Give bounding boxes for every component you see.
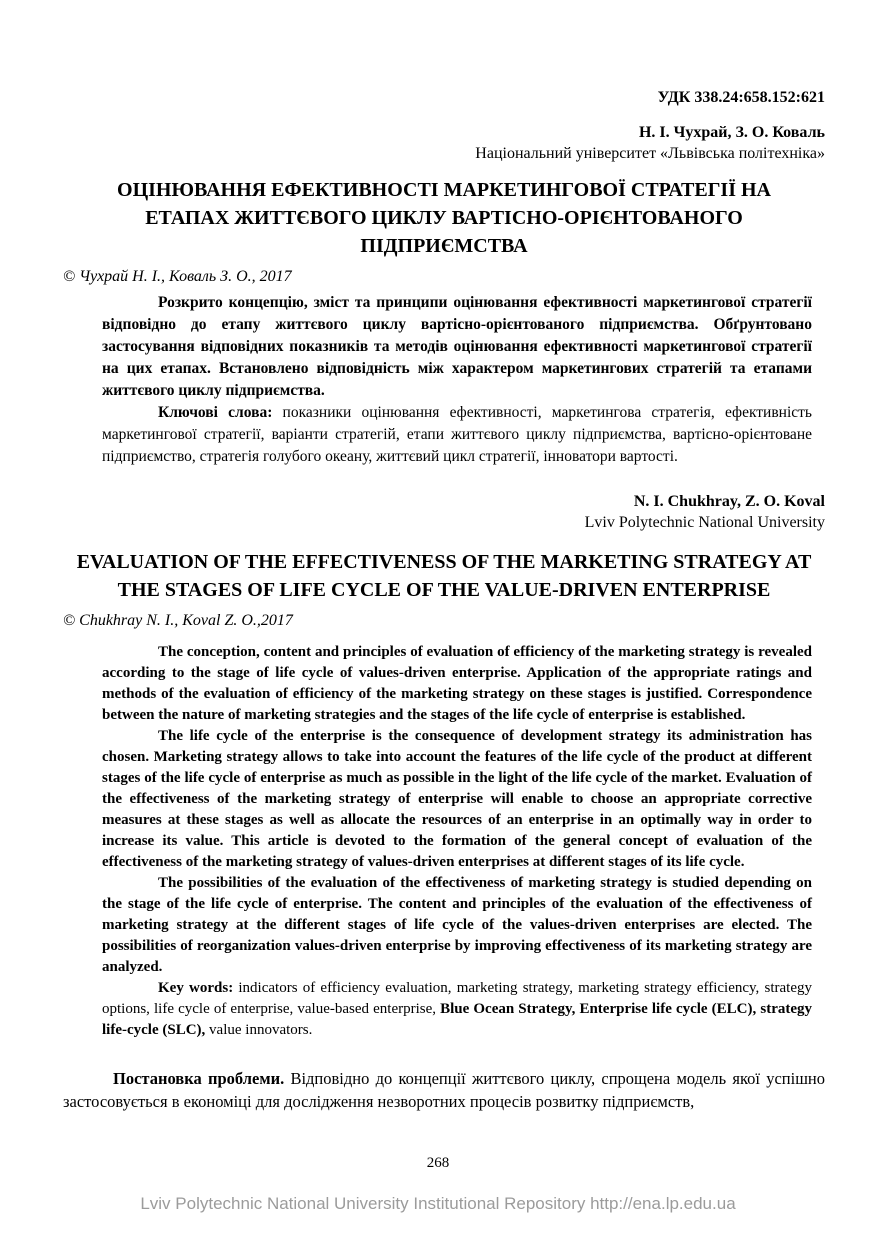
title-en: EVALUATION OF THE EFFECTIVENESS OF THE MARKETING STRATEGY AT THE STAGES OF LIFE CYCLE OF THE VALUE-DRIVEN ENTERPRISE: [76, 551, 812, 601]
repository-note: Lviv Polytechnic National University Institutional Repository http://ena.lp.edu.ua: [140, 1194, 736, 1213]
keywords-en-text-2: value innovators.: [205, 1022, 313, 1038]
udc-code: УДК 338.24:658.152:621: [657, 89, 825, 106]
keywords-uk-text: показники оцінювання ефективності, маркетингова стратегія, ефективність маркетингової стратегії, варіанти стратегій, етапи життєвого циклу підприємства, вартісно-орієнтоване підприємство, стратегія голубого океану, життєвий цикл стратегії, інноватори вартості.: [102, 404, 812, 465]
problem-statement-label: Постановка проблеми.: [113, 1069, 285, 1088]
title-uk: ОЦІНЮВАННЯ ЕФЕКТИВНОСТІ МАРКЕТИНГОВОЇ СТРАТЕГІЇ НА ЕТАПАХ ЖИТТЄВОГО ЦИКЛУ ВАРТІСНО-ОРІЄНТОВАНОГО ПІДПРИЄМСТВА: [117, 179, 771, 257]
abstract-block-uk: [102, 292, 812, 468]
authors-en: N. I. Chukhray, Z. O. Koval: [633, 493, 825, 510]
abstract-en-paragraph-1: The conception, content and principles of evaluation of efficiency of the marketing strategy is revealed according to the stage of life cycle of values-driven enterprise. Application of the appropriate ratings and methods of the evaluation of efficiency of the marketing strategy on these stages is justified. Correspondence between the nature of marketing strategies and the stages of the life cycle of enterprise is established.: [102, 644, 812, 723]
abstract-uk: Розкрито концепцію, зміст та принципи оцінювання ефективності маркетингової стратегії відповідно до етапу життєвого циклу вартісно-орієнтованого підприємства. Обґрунтовано застосування відповідних показників та методів оцінювання ефективності маркетингової стратегії на цих етапах. Встановлено відповідність між характером маркетингових стратегій та етапами життєвого циклу підприємства.: [102, 294, 812, 399]
keywords-en-bold-terms: Blue Ocean Strategy, Enterprise life cycle (ELC), strategy life-cycle (SLC),: [102, 1001, 813, 1038]
affiliation-en: Lviv Polytechnic National University: [584, 514, 825, 531]
keywords-uk: [102, 402, 812, 468]
abstract-en-paragraph-2: The life cycle of the enterprise is the consequence of development strategy its administration has chosen. Marketing strategy allows to take into account the features of the life cycle of the product at different stages of the life cycle of enterprise as much as possible in the light of the life cycle of the market. Evaluation of the effectiveness of the marketing strategy of enterprise will enable to choose an appropriate corrective measures at these stages as well as allocate the resources of an enterprise in an optimally way in order to increase its value. This article is devoted to the formation of the general concept of evaluation of the effectiveness of the marketing strategy of values-driven enterprises at different stages of its life cycle.: [102, 728, 812, 870]
page-number: 268: [426, 1155, 450, 1171]
keywords-uk-label: Ключові слова:: [158, 404, 273, 421]
problem-statement-text: Відповідно до концепції життєвого циклу, спрощена модель якої успішно застосовується в економіці для дослідження незворотних процесів розвитку підприємств,: [63, 1069, 826, 1111]
authors-uk: Н. І. Чухрай, З. О. Коваль: [638, 124, 825, 141]
copyright-uk: © Чухрай Н. І., Коваль З. О., 2017: [63, 268, 292, 285]
abstract-en-paragraph-3: The possibilities of the evaluation of the effectiveness of marketing strategy is studied depending on the stage of the life cycle of enterprise. The content and principles of the evaluation of the effectiveness of marketing strategy at the different stages of life cycle of the values-driven enterprises are elected. The possibilities of reorganization values-driven enterprise by improving effectiveness of its marketing strategy are analyzed.: [102, 875, 812, 975]
keywords-en: [102, 978, 812, 1041]
abstract-block-en: [102, 642, 812, 1041]
keywords-en-label: Key words:: [158, 980, 234, 996]
problem-statement-paragraph: [63, 1067, 825, 1113]
copyright-en: © Chukhray N. I., Koval Z. O.,2017: [63, 612, 293, 629]
keywords-en-text-1: indicators of efficiency evaluation, marketing strategy, marketing strategy efficiency, strategy options, life cycle of enterprise, value-based enterprise,: [102, 980, 812, 1017]
affiliation-uk: Національний університет «Львівська політехніка»: [475, 145, 825, 162]
